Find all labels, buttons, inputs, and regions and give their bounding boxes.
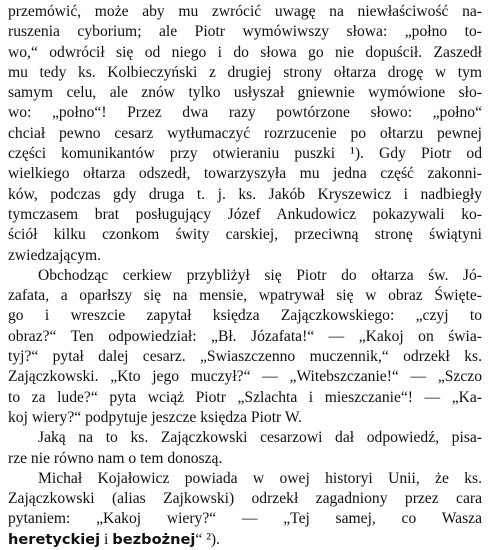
text-line: mu tedy ks. Kolbieczyński z drugiej strony ołtarza drogę w tym bbox=[8, 63, 482, 81]
text-line: koj wiery?“ podpytuje jeszcze księdza Piotr W. bbox=[8, 408, 303, 426]
text-line: części komunikantów przy otwieraniu puszki ¹). Gdy Piotr od bbox=[8, 145, 482, 163]
text-line: chciał pewno cesarz wytłumaczyć rozrzucenie po ołtarzu pewnej bbox=[8, 124, 482, 142]
text-line: wo: „połno“! Przez dwa razy powtórzone słowo: „połno“ bbox=[8, 104, 482, 122]
text-line: wielkiego ołtarza odszedł, towarzyszyła mu jedna część zakonni- bbox=[8, 165, 482, 183]
paragraph-1 bbox=[8, 2, 482, 266]
text-line: Obchodząc cerkiew przybliżył się Piotr do ołtarza św. Jó- bbox=[38, 266, 482, 284]
text-line: obraz?“ Ten odpowiedział: „Bł. Józafata!“ — „Kakoj on świa- bbox=[8, 327, 482, 345]
text-line: przemówić, może aby mu zwrócić uwagę na niewłaściwość na- bbox=[8, 3, 482, 20]
text-line: tyj?“ pytał dalej cesarz. „Swiaszczenno muczennik,“ odrzekł ks. bbox=[8, 348, 482, 366]
paragraph-2 bbox=[8, 266, 482, 428]
text-line: wo,“ odwrócił się od niego i do słowa go nie dopuścił. Zaszedł bbox=[8, 43, 482, 61]
paragraph-4 bbox=[8, 469, 482, 550]
text-line: pytaniem: „Kakoj wiery?“ — „Tej samej, co Wasza bbox=[8, 510, 482, 528]
footnote-tail: “ ²). bbox=[195, 530, 220, 548]
text-line: tymczasem brat posługujący Józef Ankudowicz pokazywali ko- bbox=[8, 205, 482, 223]
text-line: Zajączkowski. „Kto jego muczył?“ — „Witebszczanie!“ — „Szczo bbox=[8, 368, 482, 386]
bold-word-heretyckiej: heretyckiej bbox=[8, 530, 101, 548]
text-line: Zajączkowski (alias Zajkowski) odrzekł zagadniony przez cara bbox=[8, 490, 482, 508]
text-line: go i wreszcie zapytał księdza Zajączkowskiego: „czyj to bbox=[8, 307, 482, 325]
text-line: ków, podczas gdy druga t. j. ks. Jakób Kryszewicz i nadbiegły bbox=[8, 185, 482, 203]
bold-word-bezboznej: bezbożnej bbox=[112, 530, 196, 548]
paragraph-3 bbox=[8, 428, 482, 469]
text-line: Jaką na to ks. Zajączkowski cesarzowi dał odpowiedź, pisa- bbox=[38, 429, 482, 447]
text-line: ściół kilku czonkom świty carskiej, przeciwną stronę świątyni bbox=[8, 226, 482, 244]
text-line: Michał Kojałowicz powiada w owej historyi Unii, że ks. bbox=[38, 469, 482, 487]
text-line: to za lude?“ pyta wciąż Piotr „Szlachta i mieszczanie“! — „Ka- bbox=[8, 388, 482, 406]
text-line: samym celu, ale znów tylko usłyszał gniewnie wymówione sło- bbox=[8, 84, 482, 102]
connector-text: i bbox=[100, 530, 113, 548]
text-line: rze nie równo nam o tem donoszą. bbox=[8, 449, 223, 467]
text-line: zwiedzającym. bbox=[8, 246, 102, 264]
final-line bbox=[8, 530, 482, 550]
text-line: ruszenia cyborium; ale Piotr wymówiwszy słowa: „połno to- bbox=[8, 23, 482, 41]
text-line: zafata, a oparłszy się na mensie, wpatrywał się w obraz Święte- bbox=[8, 287, 482, 305]
